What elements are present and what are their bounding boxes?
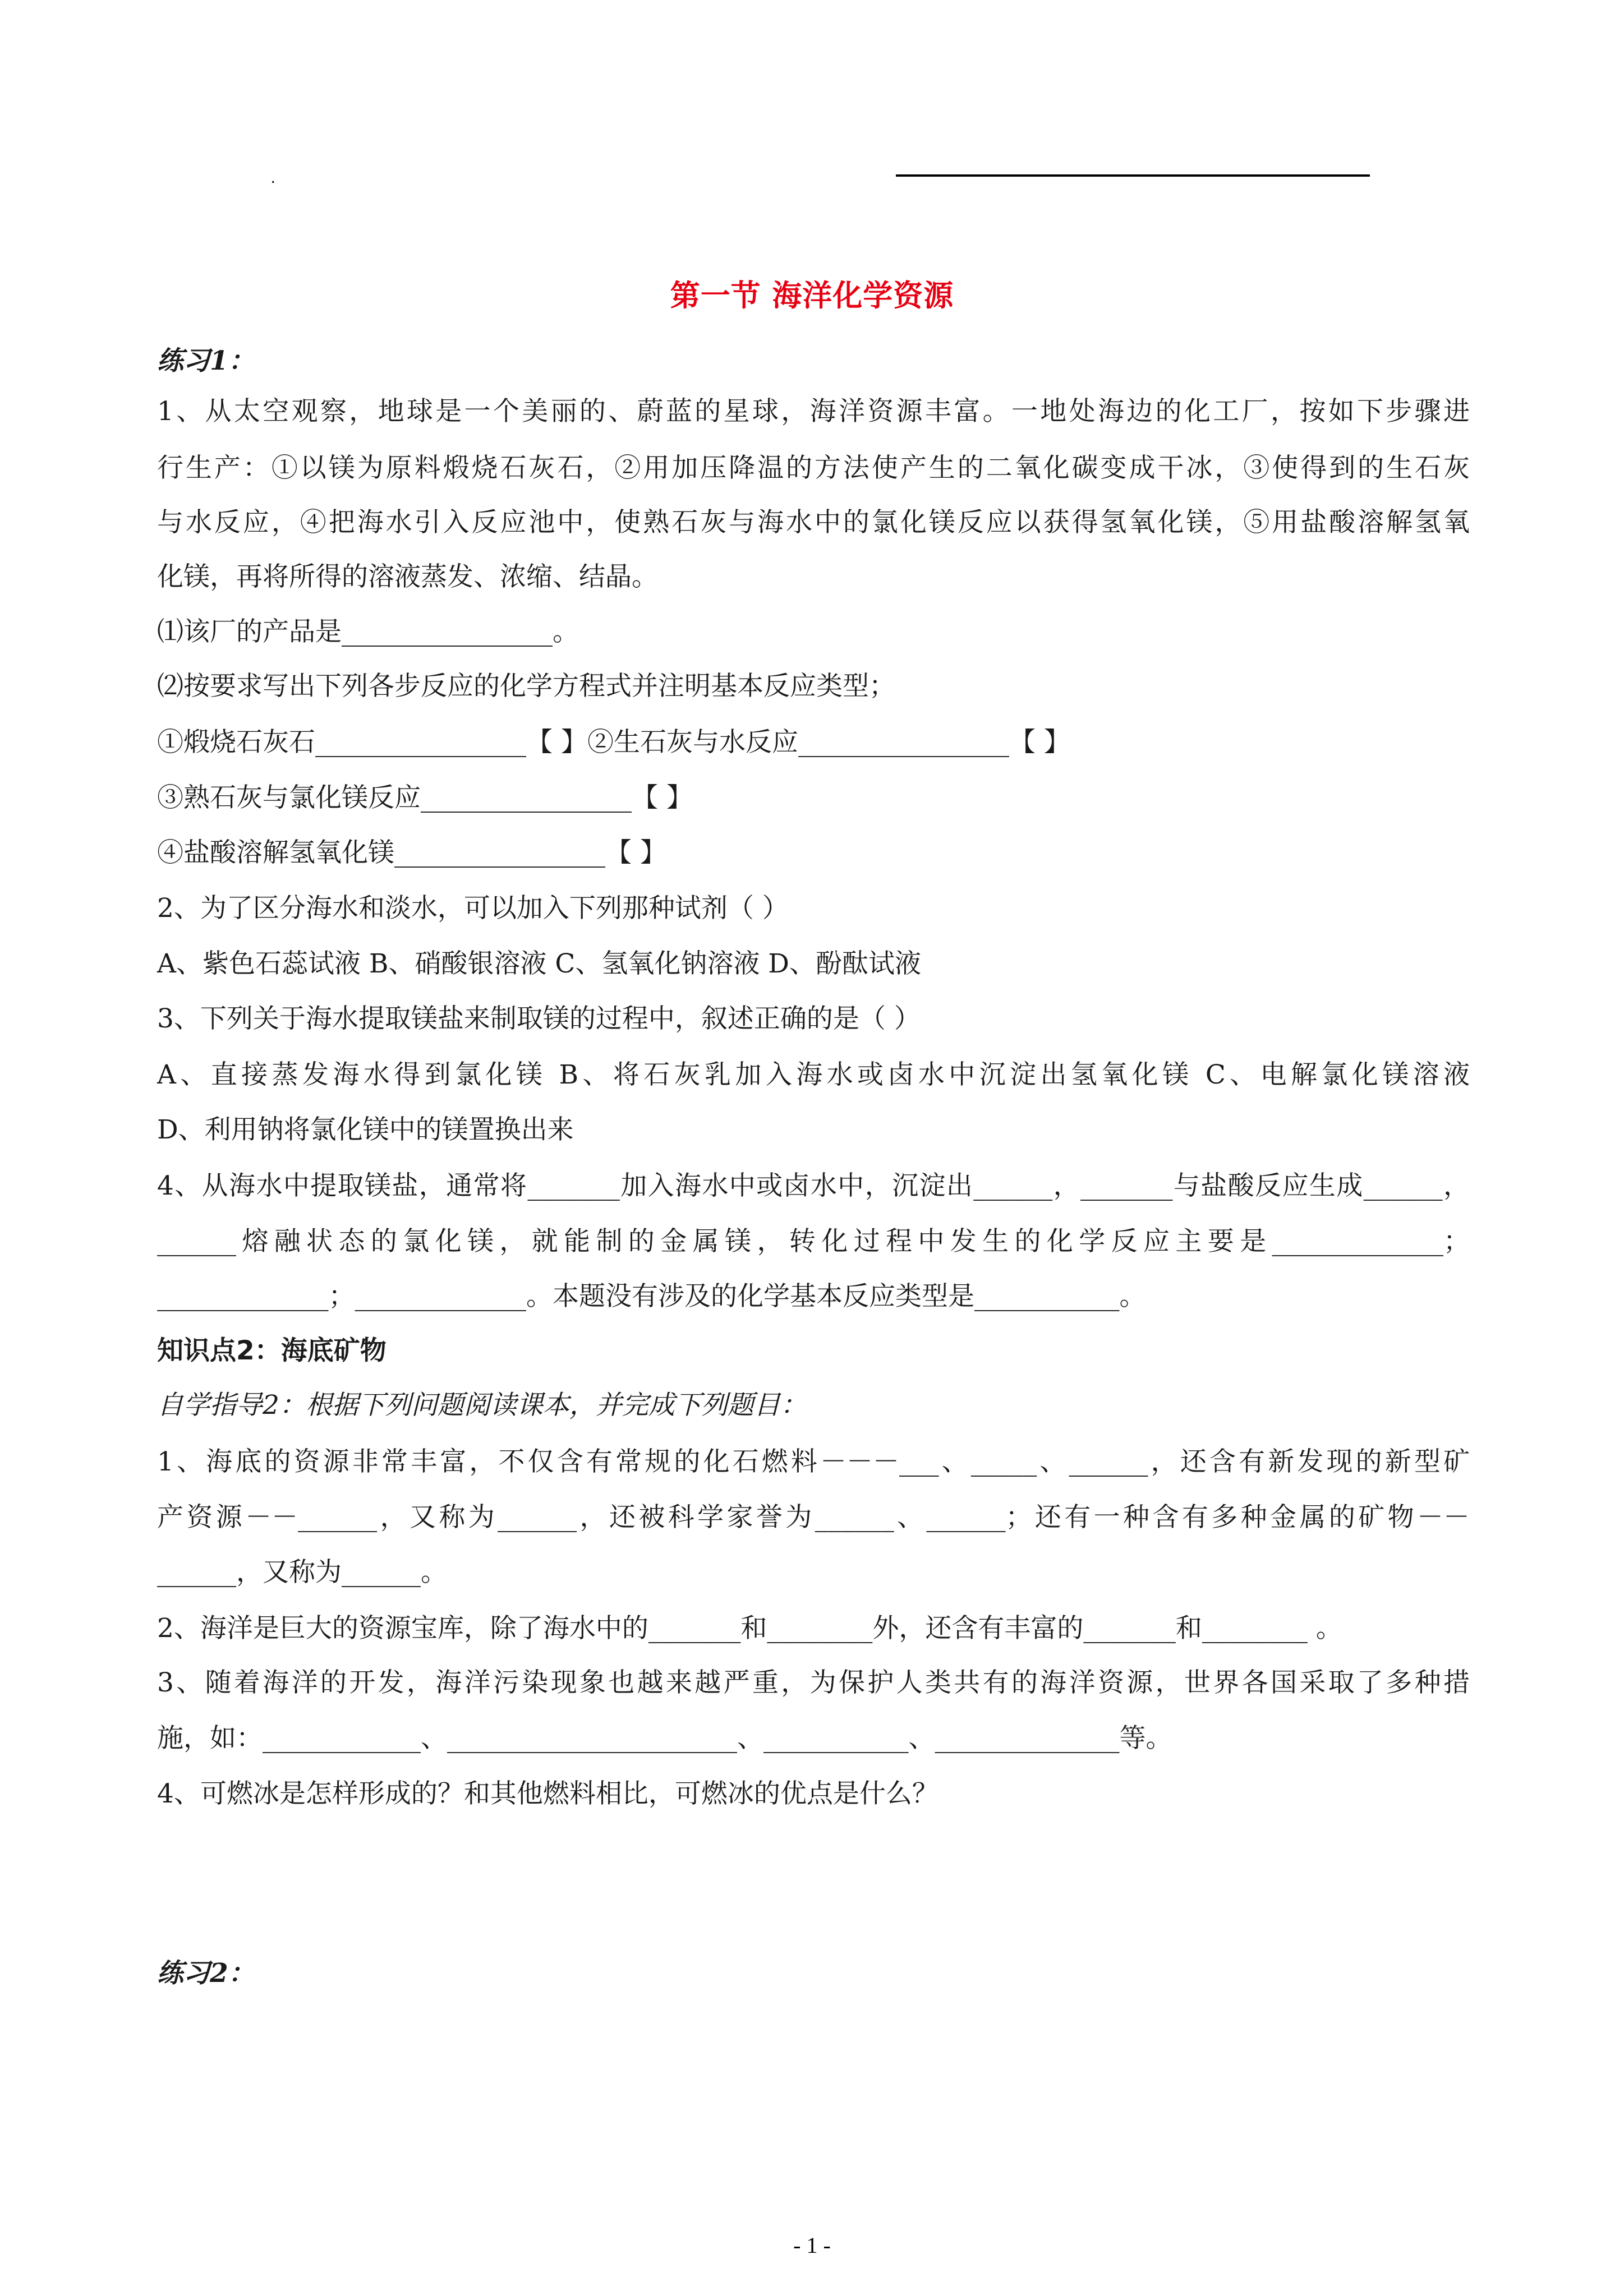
question-4-line-2: ______熔融状态的氯化镁，就能制的金属镁，转化过程中发生的化学反应主要是_____________； xyxy=(157,1226,1470,1257)
equation-line-3: ④盐酸溶解氢氧化镁________________【 】 xyxy=(157,837,666,868)
self-study-guide-2: 自学指导2：根据下列问题阅读课本，并完成下列题目： xyxy=(157,1390,807,1421)
question-2: 2、为了区分海水和淡水，可以加入下列那种试剂（ ） xyxy=(157,893,789,924)
exercise-1-heading: 练习1： xyxy=(157,345,255,376)
page-number: - 1 - xyxy=(793,2233,831,2258)
exercise-2-heading: 练习2： xyxy=(157,1958,255,1989)
question-1-line-1: 1、从太空观察，地球是一个美丽的、蔚蓝的星球，海洋资源丰富。一地处海边的化工厂，按如下步骤进 xyxy=(157,396,1470,427)
question-3-options-1: A、直接蒸发海水得到氯化镁 B、将石灰乳加入海水或卤水中沉淀出氢氧化镁 C、电解氯化镁溶液 xyxy=(157,1059,1470,1090)
question-1-part-2: ⑵按要求写出下列各步反应的化学方程式并注明基本反应类型； xyxy=(157,671,895,702)
question-1-part-1: ⑴该厂的产品是________________。 xyxy=(157,616,579,647)
question-1-line-3: 与水反应，④把海水引入反应池中，使熟石灰与海水中的氯化镁反应以获得氢氧化镁，⑤用盐酸溶解氢氧 xyxy=(157,507,1470,538)
guide-question-2: 2、海洋是巨大的资源宝库，除了海水中的_______和________外，还含有丰富的_______和________ 。 xyxy=(157,1613,1342,1644)
question-2-options: A、紫色石蕊试液 B、硝酸银溶液 C、氢氧化钠溶液 D、酚酞试液 xyxy=(157,948,921,979)
equation-line-1: ①煅烧石灰石________________【 】②生石灰与水反应________________【 】 xyxy=(157,727,1070,758)
header-dot: . xyxy=(271,168,275,187)
guide-question-1-line-2: 产资源－－______，又称为______，还被科学家誉为______、______；还有一种含有多种金属的矿物－－ xyxy=(157,1502,1470,1533)
knowledge-point-2-heading: 知识点2：海底矿物 xyxy=(157,1335,387,1366)
guide-question-1-line-1: 1、海底的资源非常丰富，不仅含有常规的化石燃料－－－___、_____、______，还含有新发现的新型矿 xyxy=(157,1446,1470,1477)
question-3: 3、下列关于海水提取镁盐来制取镁的过程中，叙述正确的是（ ） xyxy=(157,1003,921,1034)
guide-question-4: 4、可燃冰是怎样形成的？和其他燃料相比，可燃冰的优点是什么？ xyxy=(157,1778,938,1809)
question-1-line-4: 化镁，再将所得的溶液蒸发、浓缩、结晶。 xyxy=(157,561,658,592)
question-4-line-1: 4、从海水中提取镁盐，通常将_______加入海水中或卤水中，沉淀出______，_______与盐酸反应生成______， xyxy=(157,1170,1470,1201)
section-title: 第一节 海洋化学资源 xyxy=(670,279,954,313)
guide-question-3-line-2: 施，如：____________、______________________、___________、______________等。 xyxy=(157,1723,1172,1754)
equation-line-2: ③熟石灰与氯化镁反应________________【 】 xyxy=(157,782,693,813)
guide-question-3-line-1: 3、随着海洋的开发，海洋污染现象也越来越严重，为保护人类共有的海洋资源，世界各国采取了多种措 xyxy=(157,1667,1470,1698)
guide-question-1-line-3: ______，又称为______。 xyxy=(157,1557,447,1588)
header-rule xyxy=(896,174,1370,177)
question-4-line-3: _____________；_____________。本题没有涉及的化学基本反应类型是___________。 xyxy=(157,1281,1146,1312)
question-3-options-2: D、利用钠将氯化镁中的镁置换出来 xyxy=(157,1114,574,1145)
question-1-line-2: 行生产：①以镁为原料煅烧石灰石，②用加压降温的方法使产生的二氧化碳变成干冰，③使得到的生石灰 xyxy=(157,453,1470,483)
